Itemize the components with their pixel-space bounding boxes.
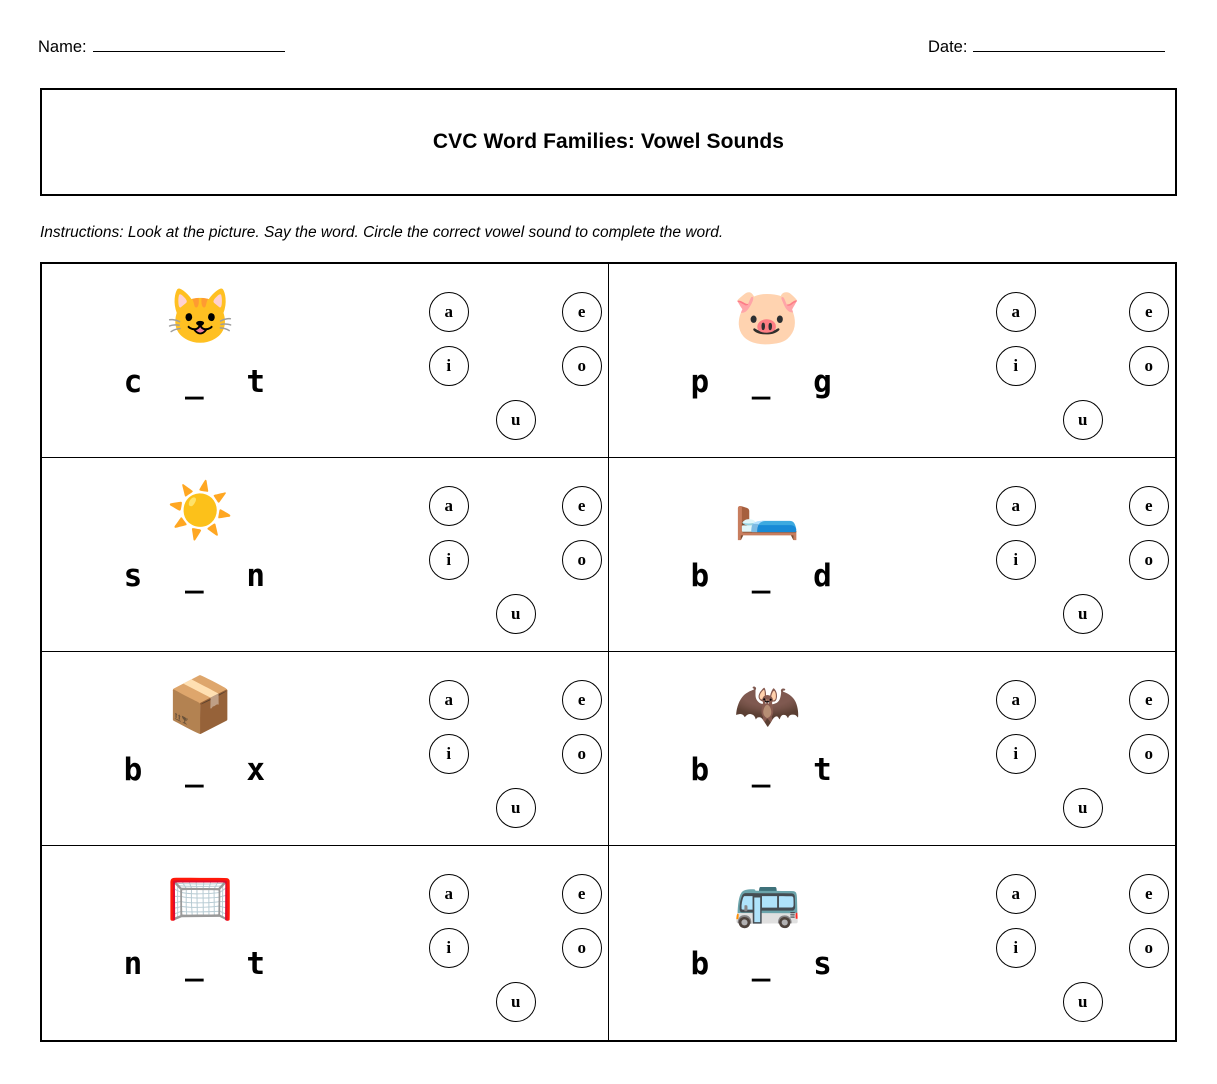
vowel-options-group (918, 652, 1167, 845)
title-box (40, 88, 1177, 196)
sun-icon: ☀️ (166, 481, 234, 541)
exercise-cell (609, 652, 1176, 846)
date-field-group (928, 38, 1165, 57)
word-prompt: b _ s (690, 946, 844, 982)
vowel-option-a[interactable]: a (429, 874, 469, 914)
instructions-text: Instructions: Look at the picture. Say the word. Circle the correct vowel sound to complete the word. (40, 224, 724, 241)
vowel-option-a[interactable]: a (996, 874, 1036, 914)
picture-word-group (609, 846, 926, 1040)
vowel-options-group (918, 846, 1167, 1040)
vowel-option-i[interactable]: i (996, 734, 1036, 774)
word-prompt: n _ t (123, 946, 277, 982)
exercise-grid (40, 262, 1177, 1042)
vowel-option-o[interactable]: o (1129, 734, 1169, 774)
vowel-option-o[interactable]: o (562, 346, 602, 386)
vowel-option-o[interactable]: o (562, 540, 602, 580)
worksheet-header (0, 38, 1217, 64)
vowel-option-u[interactable]: u (496, 400, 536, 440)
vowel-option-u[interactable]: u (496, 594, 536, 634)
vowel-option-e[interactable]: e (1129, 874, 1169, 914)
picture-word-group (42, 458, 359, 651)
exercise-cell (609, 264, 1176, 458)
pig-face-icon: 🐷 (733, 287, 801, 347)
name-write-line[interactable] (93, 38, 285, 52)
vowel-option-a[interactable]: a (996, 292, 1036, 332)
vowel-option-e[interactable]: e (1129, 292, 1169, 332)
vowel-option-i[interactable]: i (429, 540, 469, 580)
vowel-option-e[interactable]: e (562, 874, 602, 914)
vowel-option-e[interactable]: e (562, 680, 602, 720)
picture-word-group (609, 264, 926, 457)
vowel-option-u[interactable]: u (1063, 400, 1103, 440)
vowel-option-e[interactable]: e (562, 292, 602, 332)
picture-word-group (609, 652, 926, 845)
exercise-cell (42, 264, 609, 458)
vowel-option-i[interactable]: i (996, 928, 1036, 968)
vowel-option-u[interactable]: u (1063, 594, 1103, 634)
vowel-option-e[interactable]: e (1129, 486, 1169, 526)
vowel-option-i[interactable]: i (429, 928, 469, 968)
goal-net-icon: 🥅 (166, 869, 234, 929)
vowel-option-u[interactable]: u (496, 788, 536, 828)
vowel-options-group (918, 458, 1167, 651)
date-write-line[interactable] (973, 38, 1165, 52)
bus-icon: 🚌 (733, 869, 801, 929)
picture-word-group (42, 264, 359, 457)
exercise-cell (42, 846, 609, 1040)
vowel-option-i[interactable]: i (996, 346, 1036, 386)
word-prompt: b _ d (690, 558, 844, 594)
date-label: Date: (928, 38, 968, 56)
vowel-option-o[interactable]: o (562, 734, 602, 774)
vowel-options-group (351, 846, 600, 1040)
word-prompt: b _ t (690, 752, 844, 788)
word-prompt: s _ n (123, 558, 277, 594)
bat-icon: 🦇 (733, 675, 801, 735)
picture-word-group (42, 846, 359, 1040)
vowel-option-a[interactable]: a (996, 680, 1036, 720)
name-label: Name: (38, 38, 87, 56)
vowel-option-a[interactable]: a (996, 486, 1036, 526)
vowel-option-a[interactable]: a (429, 680, 469, 720)
name-field-group (38, 38, 285, 57)
exercise-cell (42, 652, 609, 846)
vowel-options-group (351, 458, 600, 651)
cat-face-icon: 😺 (166, 287, 234, 347)
vowel-option-i[interactable]: i (429, 346, 469, 386)
word-prompt: b _ x (123, 752, 277, 788)
package-box-icon: 📦 (166, 675, 234, 735)
vowel-options-group (918, 264, 1167, 457)
vowel-option-o[interactable]: o (562, 928, 602, 968)
vowel-option-u[interactable]: u (1063, 788, 1103, 828)
exercise-cell (609, 458, 1176, 652)
vowel-option-a[interactable]: a (429, 486, 469, 526)
picture-word-group (42, 652, 359, 845)
vowel-option-a[interactable]: a (429, 292, 469, 332)
picture-word-group (609, 458, 926, 651)
vowel-options-group (351, 264, 600, 457)
vowel-option-o[interactable]: o (1129, 540, 1169, 580)
word-prompt: p _ g (690, 364, 844, 400)
vowel-option-o[interactable]: o (1129, 928, 1169, 968)
vowel-option-u[interactable]: u (496, 982, 536, 1022)
word-prompt: c _ t (123, 364, 277, 400)
vowel-option-o[interactable]: o (1129, 346, 1169, 386)
vowel-option-i[interactable]: i (429, 734, 469, 774)
exercise-cell (42, 458, 609, 652)
vowel-option-e[interactable]: e (1129, 680, 1169, 720)
vowel-option-i[interactable]: i (996, 540, 1036, 580)
exercise-cell (609, 846, 1176, 1040)
vowel-option-e[interactable]: e (562, 486, 602, 526)
page-title: CVC Word Families: Vowel Sounds (432, 130, 785, 153)
vowel-option-u[interactable]: u (1063, 982, 1103, 1022)
vowel-options-group (351, 652, 600, 845)
bed-icon: 🛏️ (733, 481, 801, 541)
